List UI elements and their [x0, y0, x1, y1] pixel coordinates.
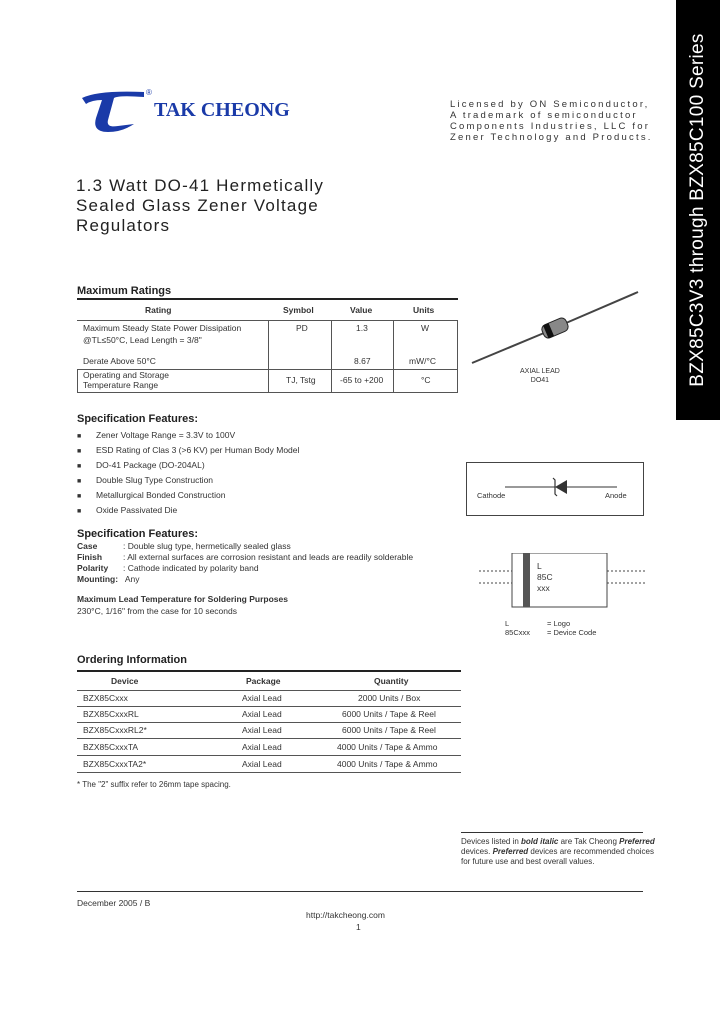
- value-cell: 1.3: [356, 323, 368, 333]
- mech-value: : Double slug type, hermetically sealed glass: [123, 541, 291, 551]
- mech-features-list: [77, 541, 413, 585]
- footer-url[interactable]: http://takcheong.com: [306, 910, 385, 920]
- license-line: Components Industries, LLC for: [450, 121, 651, 132]
- mech-features-heading: Specification Features:: [77, 528, 199, 540]
- list-item-text: Double Slug Type Construction: [96, 475, 214, 485]
- mech-item: [77, 552, 413, 563]
- list-item: [77, 443, 299, 458]
- col-package: Package: [246, 676, 281, 686]
- company-name: TAK CHEONG: [154, 99, 290, 121]
- footer-rule: [77, 891, 643, 892]
- package-cell: Axial Lead: [242, 709, 282, 719]
- package-caption-line: AXIAL LEAD: [520, 368, 560, 375]
- page-title: [76, 176, 324, 236]
- units-cell: mW/°C: [409, 356, 437, 366]
- solder-text: 230°C, 1/16" from the case for 10 seconds: [77, 606, 237, 616]
- rating-cell: Derate Above 50°C: [83, 356, 156, 366]
- list-item-text: ESD Rating of Clas 3 (>6 KV) per Human Body Model: [96, 445, 300, 455]
- package-caption-line: DO41: [530, 377, 550, 384]
- title-line: 1.3 Watt DO-41 Hermetically: [76, 176, 325, 195]
- list-item-text: DO-41 Package (DO-204AL): [96, 460, 205, 470]
- col-value: Value: [350, 305, 373, 315]
- license-line: A trademark of semiconductor: [450, 110, 638, 121]
- ordering-heading: Ordering Information: [77, 654, 187, 666]
- registered-mark: ®: [146, 88, 152, 97]
- spec-features-heading: Specification Features:: [77, 413, 199, 425]
- col-rating: Rating: [145, 305, 172, 315]
- col-symbol: Symbol: [283, 305, 314, 315]
- cathode-label: Cathode: [477, 491, 506, 500]
- list-item: [77, 503, 299, 518]
- rating-cell: @TL≤50°C, Lead Length = 3/8": [83, 335, 202, 345]
- bullet-icon: ■: [77, 448, 82, 455]
- package-caption: [520, 367, 560, 385]
- mech-key: Polarity: [77, 563, 109, 573]
- list-item: [77, 488, 299, 503]
- marking-line: L: [537, 561, 542, 571]
- mech-value: : Cathode indicated by polarity band: [123, 563, 259, 573]
- bullet-icon: ■: [77, 493, 82, 500]
- col-units: Units: [413, 305, 435, 315]
- legend-desc: = Device Code: [547, 628, 597, 637]
- license-note: [450, 99, 653, 143]
- legend-code: L: [505, 619, 510, 628]
- marking-text: [537, 561, 553, 594]
- symbol-cell: PD: [296, 323, 308, 333]
- tak-cheong-logo-icon: [78, 88, 148, 132]
- note-bold: Preferred: [619, 837, 655, 846]
- max-ratings-heading: Maximum Ratings: [77, 285, 172, 297]
- note-rule: [461, 832, 643, 833]
- list-item-text: Metallurgical Bonded Construction: [96, 490, 226, 500]
- list-item: [77, 473, 299, 488]
- mech-item: [77, 541, 413, 552]
- col-device: Device: [111, 676, 139, 686]
- value-cell: 8.67: [354, 356, 371, 366]
- note-text: devices are recommended choices for future use and best overall values.: [461, 847, 654, 866]
- device-cell: BZX85CxxxTA: [83, 742, 139, 752]
- device-cell: BZX85CxxxTA2*: [83, 759, 147, 769]
- list-item-text: Oxide Passivated Die: [96, 505, 178, 515]
- quantity-cell: 6000 Units / Tape & Reel: [342, 709, 436, 719]
- solder-heading: Maximum Lead Temperature for Soldering Purposes: [77, 594, 288, 604]
- col-quantity: Quantity: [374, 676, 409, 686]
- marking-legend: [505, 619, 596, 637]
- quantity-cell: 2000 Units / Box: [358, 693, 421, 703]
- mech-key: Finish: [77, 552, 103, 562]
- symbol-cell: TJ, Tstg: [286, 375, 316, 385]
- list-item: [77, 428, 299, 443]
- mech-key: Mounting:: [77, 574, 119, 584]
- license-line: Licensed by ON Semiconductor,: [450, 99, 650, 110]
- package-cell: Axial Lead: [242, 759, 282, 769]
- bullet-icon: ■: [77, 478, 82, 485]
- mech-item: [77, 563, 413, 574]
- package-cell: Axial Lead: [242, 742, 282, 752]
- mech-value: Any: [123, 574, 140, 584]
- rating-cell: Maximum Steady State Power Dissipation: [83, 323, 242, 333]
- marking-line: 85C: [537, 572, 553, 582]
- legend-desc: = Logo: [547, 619, 571, 628]
- package-cell: Axial Lead: [242, 725, 282, 735]
- quantity-cell: 4000 Units / Tape & Ammo: [337, 759, 438, 769]
- series-label: BZX85C3V3 through BZX85C100 Series: [687, 33, 708, 387]
- marking-line: xxx: [537, 583, 550, 593]
- device-cell: BZX85CxxxRL2*: [83, 725, 147, 735]
- zener-symbol-diagram: [466, 462, 644, 516]
- legend-code: 85Cxxx: [505, 628, 531, 637]
- page-number: 1: [356, 922, 361, 932]
- title-line: Regulators: [76, 216, 171, 235]
- spec-features-list: [77, 428, 299, 518]
- series-sidebar: [676, 0, 720, 420]
- marking-diagram: [477, 553, 647, 611]
- quantity-cell: 4000 Units / Tape & Ammo: [337, 742, 438, 752]
- mech-value: : All external surfaces are corrosion resistant and leads are readily solderable: [123, 552, 414, 562]
- note-text: devices.: [461, 847, 493, 856]
- footer-date: December 2005 / B: [77, 898, 151, 908]
- anode-label: Anode: [605, 491, 627, 500]
- title-line: Sealed Glass Zener Voltage: [76, 196, 319, 215]
- note-bold: Preferred: [492, 847, 529, 856]
- package-cell: Axial Lead: [242, 693, 282, 703]
- license-line: Zener Technology and Products.: [450, 132, 653, 143]
- list-item: [77, 458, 299, 473]
- mech-key: Case: [77, 541, 98, 551]
- device-cell: BZX85Cxxx: [83, 693, 128, 703]
- legend-row: [505, 628, 596, 637]
- note-text: Devices listed in: [461, 837, 522, 846]
- preferred-note: [461, 837, 661, 867]
- device-cell: BZX85CxxxRL: [83, 709, 139, 719]
- units-cell: W: [421, 323, 430, 333]
- bullet-icon: ■: [77, 433, 82, 440]
- note-text: are Tak Cheong: [558, 837, 620, 846]
- list-item-text: Zener Voltage Range = 3.3V to 100V: [96, 430, 236, 440]
- mech-item: [77, 574, 413, 585]
- zener-diode-symbol-icon: [467, 463, 643, 515]
- legend-row: [505, 619, 596, 628]
- bullet-icon: ■: [77, 463, 82, 470]
- note-bold: bold italic: [521, 837, 559, 846]
- bullet-icon: ■: [77, 508, 82, 515]
- ordering-footnote: * The "2" suffix refer to 26mm tape spacing.: [77, 780, 231, 789]
- rating-cell: Operating and Storage: [83, 370, 170, 380]
- units-cell: °C: [421, 375, 431, 385]
- value-cell: -65 to +200: [340, 375, 384, 385]
- rating-cell: Temperature Range: [83, 380, 159, 390]
- quantity-cell: 6000 Units / Tape & Reel: [342, 725, 436, 735]
